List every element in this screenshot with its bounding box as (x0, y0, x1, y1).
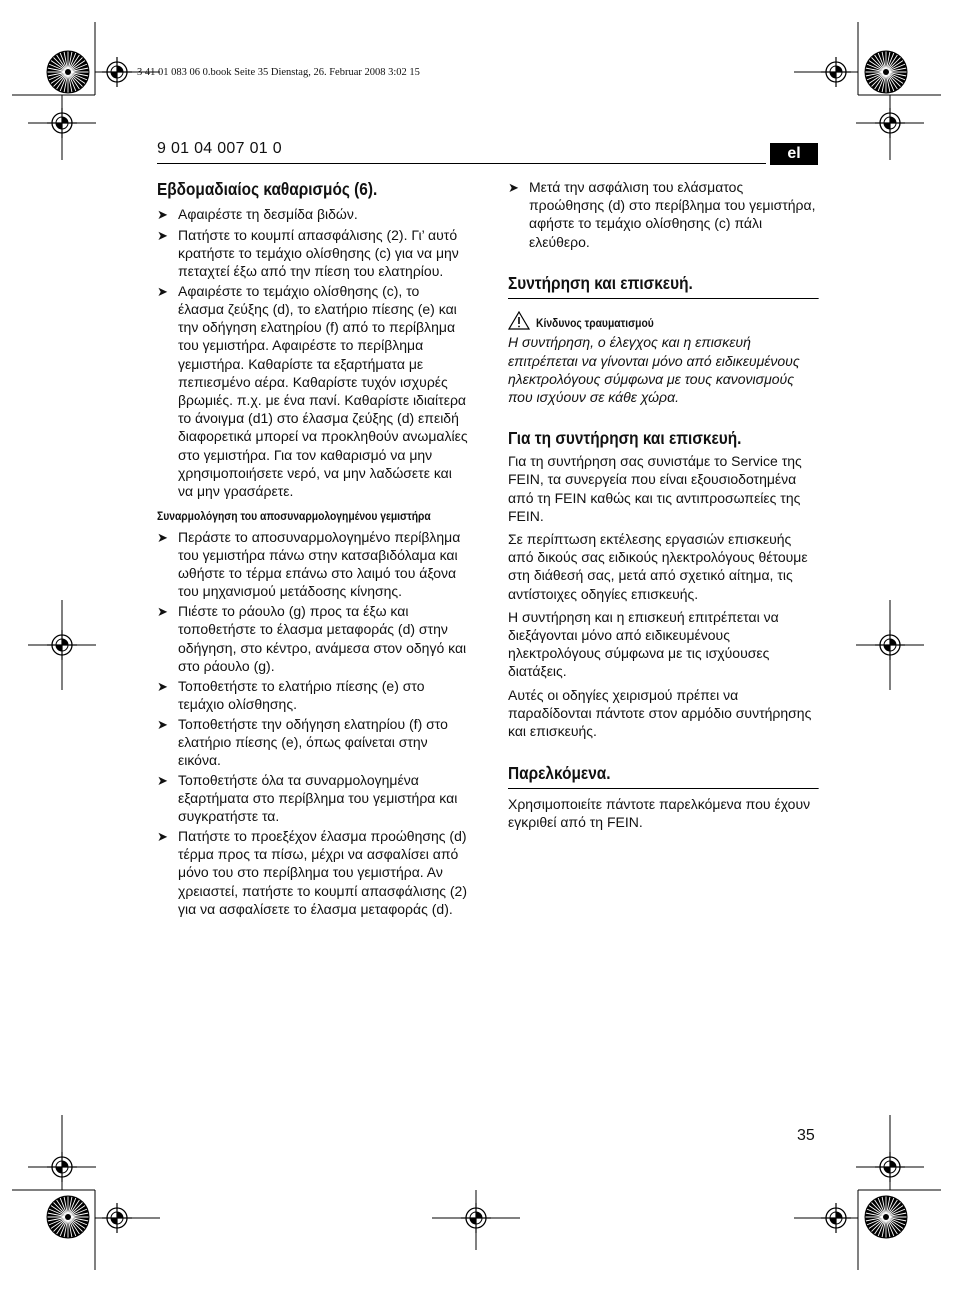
left-column (157, 178, 469, 920)
list-item: ➤ Τοποθετήστε την οδήγηση ελατηρίου (f) στο ελατήριο πίεσης (e), όπως φαίνεται στην εικόνα. (157, 715, 448, 769)
header-rule (157, 163, 766, 164)
warning-triangle-icon (508, 311, 530, 330)
arrowhead-icon: ➤ (157, 829, 168, 845)
list-item: ➤ Αφαιρέστε το τεμάχιο ολίσθησης (c), το έλασμα ζεύξης (d), το ελατήριο πίεσης (e) και την οδήγηση ελατηρίου (f) από το περίβλημα του γεμιστήρα. Αφαιρέστε το περίβλημα γεμιστήρα. Καθαρίστε τα εξαρτήματα με πεπιεσμένο αέρα. Καθαρίστε τυχόν ισχυρές βρωμιές. π.χ. με ένα πανί. Καθαρίστε ιδιαίτερα το άνοιγμα (d1) στο έλασμα ζεύξης (d) επειδή διαφορετικά μπορεί να προκληθούν ανωμαλίες στο γεμιστήρα. Για τον καθαρισμό να μην χρησιμοποιήσετε νερό, να μην λαδώσετε και να μην γρασάρετε. (157, 282, 468, 500)
arrowhead-icon: ➤ (157, 283, 168, 299)
arrowhead-icon: ➤ (157, 772, 168, 788)
arrowhead-icon: ➤ (157, 678, 168, 694)
list-item: ➤ Πατήστε το προεξέχον έλασμα προώθησης (d) τέρμα προς τα πίσω, μέχρι να ασφαλίσει από μόνο του στο περίβλημα του γεμιστήρα. Αν χρειαστεί, πατήστε το κουμπί απασφάλισης (2) για να ασφαλίσετε το έλασμα μεταφοράς (d). (157, 828, 467, 917)
maintenance-title: Συντήρηση και επισκευή. (508, 272, 819, 299)
service-paragraph: Αυτές οι οδηγίες χειρισμού πρέπει να παραδίδονται πάντοτε στον αρμόδιο συντήρησης και επισκευής. (508, 686, 812, 740)
warning-label: Κίνδυνος τραυματισμού (536, 316, 654, 331)
language-badge: el (770, 143, 818, 165)
list-item: ➤ Μετά την ασφάλιση του ελάσματος προώθησης (d) στο περίβλημα του γεμιστήρα, αφήστε το τεμάχιο ολίσθησης (c) πάλι ελεύθερο. (508, 179, 816, 250)
reassembly-title: Συναρμολόγηση του αποσυναρμολογημένου γεμιστήρα (157, 508, 431, 523)
arrowhead-icon: ➤ (157, 716, 168, 732)
book-info-line: 3 41 01 083 06 0.book Seite 35 Dienstag, 26. Februar 2008 3:02 15 (137, 67, 420, 78)
service-paragraph: Η συντήρηση και η επισκευή επιτρέπεται να διεξάγονται μόνο από ειδικευμένους ηλεκτρολόγους σύμφωνα με τις ισχύουσες διατάξεις. (508, 608, 779, 680)
arrowhead-icon: ➤ (157, 604, 168, 620)
arrowhead-icon: ➤ (508, 180, 519, 195)
warning-text: Η συντήρηση, ο έλεγχος και η επισκευή επιτρέπεται να γίνονται μόνο από ειδικευμένους ηλεκτρολόγους σύμφωνα με τους κανονισμούς που ισχύουν σε κάθε χώρα. (508, 334, 800, 406)
accessories-title: Παρελκόμενα. (508, 762, 819, 789)
list-item: ➤ Τοποθετήστε το ελατήριο πίεσης (e) στο τεμάχιο ολίσθησης. (157, 677, 425, 712)
arrowhead-icon: ➤ (157, 207, 168, 222)
right-column (508, 178, 819, 837)
weekly-cleaning-title: Εβδομαδιαίος καθαρισμός (6). (157, 179, 378, 199)
page-number: 35 (797, 1127, 815, 1144)
warning-heading (508, 311, 819, 330)
accessories-text: Χρησιμοποιείτε πάντοτε παρελκόμενα που έχουν εγκριθεί από τη FEIN. (508, 796, 811, 831)
list-item: ➤ Περάστε το αποσυναρμολογημένο περίβλημα του γεμιστήρα πάνω στην κατσαβιδόλαμα και ωθήστε το τέρμα επάνω στο λαιμό του άξονα του μηχανισμού μετάδοσης κίνησης. (157, 528, 461, 600)
service-paragraph: Για τη συντήρηση σας συνιστάμε το Service της FEIN, τα συνεργεία που είναι εξουσιοδοτημένα από τη FEIN καθώς και τις αντιπροσωπείες της FEIN. (508, 453, 802, 524)
arrowhead-icon: ➤ (157, 227, 168, 243)
document-number: 9 01 04 007 01 0 (157, 140, 282, 157)
list-item: ➤ Πατήστε το κουμπί απασφάλισης (2). Γι’ αυτό κρατήστε το τεμάχιο ολίσθησης (c) για να μην πεταχτεί έξω από την πίεση του ελατηρίου. (157, 226, 459, 279)
service-title: Για τη συντήρηση και επισκευή. (508, 428, 742, 449)
list-item: ➤ Πιέστε το ράουλο (g) προς τα έξω και τοποθετήστε το έλασμα μεταφοράς (d) στην οδήγηση, στο κέντρο, ανάμεσα στον οδηγό και στο ράουλο (g). (157, 603, 467, 674)
list-item: ➤ Αφαιρέστε τη δεσμίδα βιδών. (157, 206, 358, 222)
list-item: ➤ Τοποθετήστε όλα τα συναρμολογημένα εξαρτήματα στο περίβλημα του γεμιστήρα και συγκρατήστε τα. (157, 771, 458, 825)
service-paragraph: Σε περίπτωση εκτέλεσης εργασιών επισκευής από δικούς σας ειδικούς ηλεκτρολόγους θέτουμε στη διάθεσή σας, μετά από σχετικό αίτημα, τις αντίστοιχες οδηγίες επισκευής. (508, 531, 808, 602)
arrowhead-icon: ➤ (157, 529, 168, 545)
